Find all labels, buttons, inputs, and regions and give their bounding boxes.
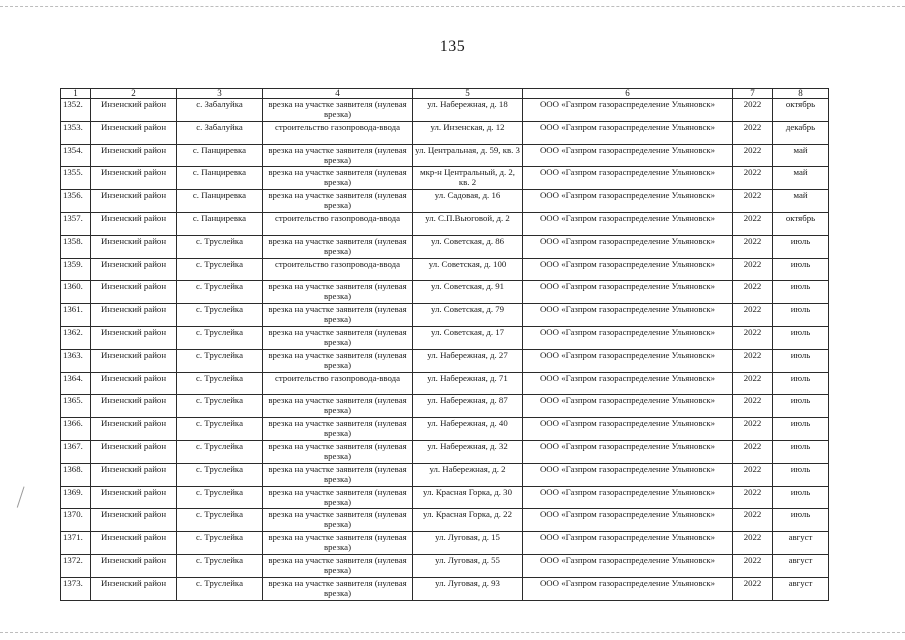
district-cell: Инзенский район — [91, 144, 177, 167]
month-cell: май — [773, 144, 829, 167]
organization-cell: ООО «Газпром газораспределение Ульяновск» — [523, 372, 733, 395]
organization-cell: ООО «Газпром газораспределение Ульяновск» — [523, 554, 733, 577]
address-cell: ул. Набережная, д. 87 — [413, 395, 523, 418]
work-type-cell: врезка на участке заявителя (нулевая врезка) — [263, 554, 413, 577]
district-cell: Инзенский район — [91, 554, 177, 577]
organization-cell: ООО «Газпром газораспределение Ульяновск» — [523, 486, 733, 509]
table-row — [61, 577, 829, 600]
month-cell: август — [773, 554, 829, 577]
settlement-cell: с. Забалуйка — [177, 99, 263, 122]
month-cell: июль — [773, 349, 829, 372]
table-row — [61, 167, 829, 190]
row-number: 1366. — [61, 418, 91, 441]
settlement-cell: с. Панциревка — [177, 212, 263, 235]
district-cell: Инзенский район — [91, 212, 177, 235]
settlement-cell: с. Панциревка — [177, 190, 263, 213]
year-cell: 2022 — [733, 372, 773, 395]
organization-cell: ООО «Газпром газораспределение Ульяновск» — [523, 349, 733, 372]
district-cell: Инзенский район — [91, 99, 177, 122]
month-cell: май — [773, 190, 829, 213]
year-cell: 2022 — [733, 304, 773, 327]
address-cell: ул. Центральная, д. 59, кв. 3 — [413, 144, 523, 167]
work-type-cell: врезка на участке заявителя (нулевая врезка) — [263, 304, 413, 327]
district-cell: Инзенский район — [91, 190, 177, 213]
year-cell: 2022 — [733, 121, 773, 144]
row-number: 1356. — [61, 190, 91, 213]
table-row — [61, 326, 829, 349]
table-row — [61, 395, 829, 418]
address-cell: ул. Набережная, д. 2 — [413, 463, 523, 486]
organization-cell: ООО «Газпром газораспределение Ульяновск» — [523, 190, 733, 213]
year-cell: 2022 — [733, 509, 773, 532]
month-cell: август — [773, 577, 829, 600]
month-cell: август — [773, 532, 829, 555]
address-cell: ул. Набережная, д. 18 — [413, 99, 523, 122]
year-cell: 2022 — [733, 440, 773, 463]
page-edge-bottom — [0, 632, 905, 633]
table-row — [61, 99, 829, 122]
gasification-schedule-table — [60, 88, 829, 601]
organization-cell: ООО «Газпром газораспределение Ульяновск» — [523, 212, 733, 235]
settlement-cell: с. Забалуйка — [177, 121, 263, 144]
work-type-cell: врезка на участке заявителя (нулевая врезка) — [263, 532, 413, 555]
row-number: 1352. — [61, 99, 91, 122]
address-cell: ул. Луговая, д. 15 — [413, 532, 523, 555]
table-row — [61, 532, 829, 555]
month-cell: декабрь — [773, 121, 829, 144]
district-cell: Инзенский район — [91, 577, 177, 600]
settlement-cell: с. Труслейка — [177, 235, 263, 258]
month-cell: июль — [773, 418, 829, 441]
month-cell: июль — [773, 509, 829, 532]
year-cell: 2022 — [733, 349, 773, 372]
organization-cell: ООО «Газпром газораспределение Ульяновск» — [523, 440, 733, 463]
column-header: 7 — [733, 89, 773, 99]
work-type-cell: врезка на участке заявителя (нулевая врезка) — [263, 144, 413, 167]
year-cell: 2022 — [733, 418, 773, 441]
month-cell: июль — [773, 440, 829, 463]
organization-cell: ООО «Газпром газораспределение Ульяновск» — [523, 99, 733, 122]
row-number: 1372. — [61, 554, 91, 577]
district-cell: Инзенский район — [91, 509, 177, 532]
row-number: 1359. — [61, 258, 91, 281]
work-type-cell: врезка на участке заявителя (нулевая врезка) — [263, 463, 413, 486]
address-cell: ул. Инзенская, д. 12 — [413, 121, 523, 144]
month-cell: июль — [773, 258, 829, 281]
row-number: 1355. — [61, 167, 91, 190]
work-type-cell: врезка на участке заявителя (нулевая врезка) — [263, 418, 413, 441]
organization-cell: ООО «Газпром газораспределение Ульяновск» — [523, 144, 733, 167]
address-cell: ул. Набережная, д. 40 — [413, 418, 523, 441]
row-number: 1373. — [61, 577, 91, 600]
work-type-cell: врезка на участке заявителя (нулевая врезка) — [263, 395, 413, 418]
page-edge-top — [0, 6, 905, 7]
district-cell: Инзенский район — [91, 463, 177, 486]
work-type-cell: врезка на участке заявителя (нулевая врезка) — [263, 349, 413, 372]
year-cell: 2022 — [733, 281, 773, 304]
work-type-cell: строительство газопровода-ввода — [263, 372, 413, 395]
organization-cell: ООО «Газпром газораспределение Ульяновск» — [523, 418, 733, 441]
settlement-cell: с. Труслейка — [177, 326, 263, 349]
district-cell: Инзенский район — [91, 418, 177, 441]
column-header: 1 — [61, 89, 91, 99]
address-cell: ул. Луговая, д. 93 — [413, 577, 523, 600]
work-type-cell: врезка на участке заявителя (нулевая врезка) — [263, 190, 413, 213]
year-cell: 2022 — [733, 167, 773, 190]
organization-cell: ООО «Газпром газораспределение Ульяновск» — [523, 395, 733, 418]
table-row — [61, 349, 829, 372]
work-type-cell: врезка на участке заявителя (нулевая врезка) — [263, 99, 413, 122]
settlement-cell: с. Панциревка — [177, 144, 263, 167]
organization-cell: ООО «Газпром газораспределение Ульяновск» — [523, 326, 733, 349]
row-number: 1370. — [61, 509, 91, 532]
year-cell: 2022 — [733, 554, 773, 577]
table-row — [61, 554, 829, 577]
address-cell: ул. Красная Горка, д. 30 — [413, 486, 523, 509]
month-cell: июль — [773, 326, 829, 349]
table-row — [61, 281, 829, 304]
table-row — [61, 486, 829, 509]
month-cell: октябрь — [773, 212, 829, 235]
district-cell: Инзенский район — [91, 281, 177, 304]
row-number: 1360. — [61, 281, 91, 304]
organization-cell: ООО «Газпром газораспределение Ульяновск» — [523, 304, 733, 327]
row-number: 1361. — [61, 304, 91, 327]
settlement-cell: с. Труслейка — [177, 509, 263, 532]
work-type-cell: врезка на участке заявителя (нулевая врезка) — [263, 509, 413, 532]
address-cell: ул. Советская, д. 100 — [413, 258, 523, 281]
organization-cell: ООО «Газпром газораспределение Ульяновск» — [523, 235, 733, 258]
year-cell: 2022 — [733, 463, 773, 486]
address-cell: ул. Набережная, д. 71 — [413, 372, 523, 395]
settlement-cell: с. Труслейка — [177, 304, 263, 327]
row-number: 1362. — [61, 326, 91, 349]
header-row — [61, 89, 829, 99]
settlement-cell: с. Труслейка — [177, 395, 263, 418]
organization-cell: ООО «Газпром газораспределение Ульяновск» — [523, 121, 733, 144]
month-cell: июль — [773, 486, 829, 509]
year-cell: 2022 — [733, 190, 773, 213]
row-number: 1363. — [61, 349, 91, 372]
work-type-cell: врезка на участке заявителя (нулевая врезка) — [263, 577, 413, 600]
year-cell: 2022 — [733, 144, 773, 167]
work-type-cell: врезка на участке заявителя (нулевая врезка) — [263, 281, 413, 304]
district-cell: Инзенский район — [91, 486, 177, 509]
year-cell: 2022 — [733, 99, 773, 122]
row-number: 1368. — [61, 463, 91, 486]
row-number: 1369. — [61, 486, 91, 509]
address-cell: ул. Советская, д. 91 — [413, 281, 523, 304]
settlement-cell: с. Труслейка — [177, 577, 263, 600]
settlement-cell: с. Труслейка — [177, 440, 263, 463]
column-header: 6 — [523, 89, 733, 99]
year-cell: 2022 — [733, 235, 773, 258]
work-type-cell: строительство газопровода-ввода — [263, 121, 413, 144]
month-cell: май — [773, 167, 829, 190]
column-header: 5 — [413, 89, 523, 99]
table-row — [61, 418, 829, 441]
table-row — [61, 304, 829, 327]
district-cell: Инзенский район — [91, 532, 177, 555]
address-cell: ул. Луговая, д. 55 — [413, 554, 523, 577]
settlement-cell: с. Труслейка — [177, 554, 263, 577]
district-cell: Инзенский район — [91, 167, 177, 190]
table-row — [61, 258, 829, 281]
year-cell: 2022 — [733, 258, 773, 281]
settlement-cell: с. Труслейка — [177, 532, 263, 555]
organization-cell: ООО «Газпром газораспределение Ульяновск» — [523, 577, 733, 600]
work-type-cell: врезка на участке заявителя (нулевая врезка) — [263, 167, 413, 190]
district-cell: Инзенский район — [91, 235, 177, 258]
scan-artifact — [17, 486, 30, 509]
settlement-cell: с. Труслейка — [177, 486, 263, 509]
work-type-cell: врезка на участке заявителя (нулевая врезка) — [263, 486, 413, 509]
month-cell: октябрь — [773, 99, 829, 122]
address-cell: ул. Набережная, д. 32 — [413, 440, 523, 463]
district-cell: Инзенский район — [91, 372, 177, 395]
district-cell: Инзенский район — [91, 258, 177, 281]
district-cell: Инзенский район — [91, 349, 177, 372]
table-row — [61, 212, 829, 235]
row-number: 1353. — [61, 121, 91, 144]
district-cell: Инзенский район — [91, 440, 177, 463]
address-cell: ул. Советская, д. 79 — [413, 304, 523, 327]
row-number: 1357. — [61, 212, 91, 235]
organization-cell: ООО «Газпром газораспределение Ульяновск» — [523, 258, 733, 281]
address-cell: ул. Набережная, д. 27 — [413, 349, 523, 372]
table-row — [61, 509, 829, 532]
month-cell: июль — [773, 235, 829, 258]
year-cell: 2022 — [733, 326, 773, 349]
settlement-cell: с. Труслейка — [177, 281, 263, 304]
row-number: 1367. — [61, 440, 91, 463]
settlement-cell: с. Труслейка — [177, 418, 263, 441]
organization-cell: ООО «Газпром газораспределение Ульяновск» — [523, 463, 733, 486]
address-cell: ул. Садовая, д. 16 — [413, 190, 523, 213]
table-row — [61, 190, 829, 213]
table-row — [61, 440, 829, 463]
address-cell: ул. Советская, д. 86 — [413, 235, 523, 258]
row-number: 1371. — [61, 532, 91, 555]
work-type-cell: строительство газопровода-ввода — [263, 258, 413, 281]
column-header: 4 — [263, 89, 413, 99]
row-number: 1365. — [61, 395, 91, 418]
row-number: 1354. — [61, 144, 91, 167]
year-cell: 2022 — [733, 395, 773, 418]
settlement-cell: с. Панциревка — [177, 167, 263, 190]
address-cell: мкр-н Центральный, д. 2, кв. 2 — [413, 167, 523, 190]
column-header: 3 — [177, 89, 263, 99]
row-number: 1364. — [61, 372, 91, 395]
work-type-cell: строительство газопровода-ввода — [263, 212, 413, 235]
district-cell: Инзенский район — [91, 395, 177, 418]
table-row — [61, 121, 829, 144]
table-row — [61, 235, 829, 258]
settlement-cell: с. Труслейка — [177, 463, 263, 486]
settlement-cell: с. Труслейка — [177, 349, 263, 372]
page-number: 135 — [439, 38, 466, 55]
organization-cell: ООО «Газпром газораспределение Ульяновск» — [523, 532, 733, 555]
organization-cell: ООО «Газпром газораспределение Ульяновск» — [523, 167, 733, 190]
month-cell: июль — [773, 304, 829, 327]
address-cell: ул. Красная Горка, д. 22 — [413, 509, 523, 532]
organization-cell: ООО «Газпром газораспределение Ульяновск» — [523, 281, 733, 304]
year-cell: 2022 — [733, 577, 773, 600]
district-cell: Инзенский район — [91, 304, 177, 327]
district-cell: Инзенский район — [91, 121, 177, 144]
table-body — [61, 99, 829, 601]
column-header: 2 — [91, 89, 177, 99]
table-row — [61, 463, 829, 486]
work-type-cell: врезка на участке заявителя (нулевая врезка) — [263, 326, 413, 349]
settlement-cell: с. Труслейка — [177, 258, 263, 281]
table-row — [61, 144, 829, 167]
month-cell: июль — [773, 372, 829, 395]
work-type-cell: врезка на участке заявителя (нулевая врезка) — [263, 235, 413, 258]
settlement-cell: с. Труслейка — [177, 372, 263, 395]
address-cell: ул. С.П.Вьюговой, д. 2 — [413, 212, 523, 235]
month-cell: июль — [773, 463, 829, 486]
table-row — [61, 372, 829, 395]
row-number: 1358. — [61, 235, 91, 258]
year-cell: 2022 — [733, 486, 773, 509]
month-cell: июль — [773, 395, 829, 418]
address-cell: ул. Советская, д. 17 — [413, 326, 523, 349]
year-cell: 2022 — [733, 212, 773, 235]
year-cell: 2022 — [733, 532, 773, 555]
column-header: 8 — [773, 89, 829, 99]
organization-cell: ООО «Газпром газораспределение Ульяновск» — [523, 509, 733, 532]
district-cell: Инзенский район — [91, 326, 177, 349]
work-type-cell: врезка на участке заявителя (нулевая врезка) — [263, 440, 413, 463]
month-cell: июль — [773, 281, 829, 304]
